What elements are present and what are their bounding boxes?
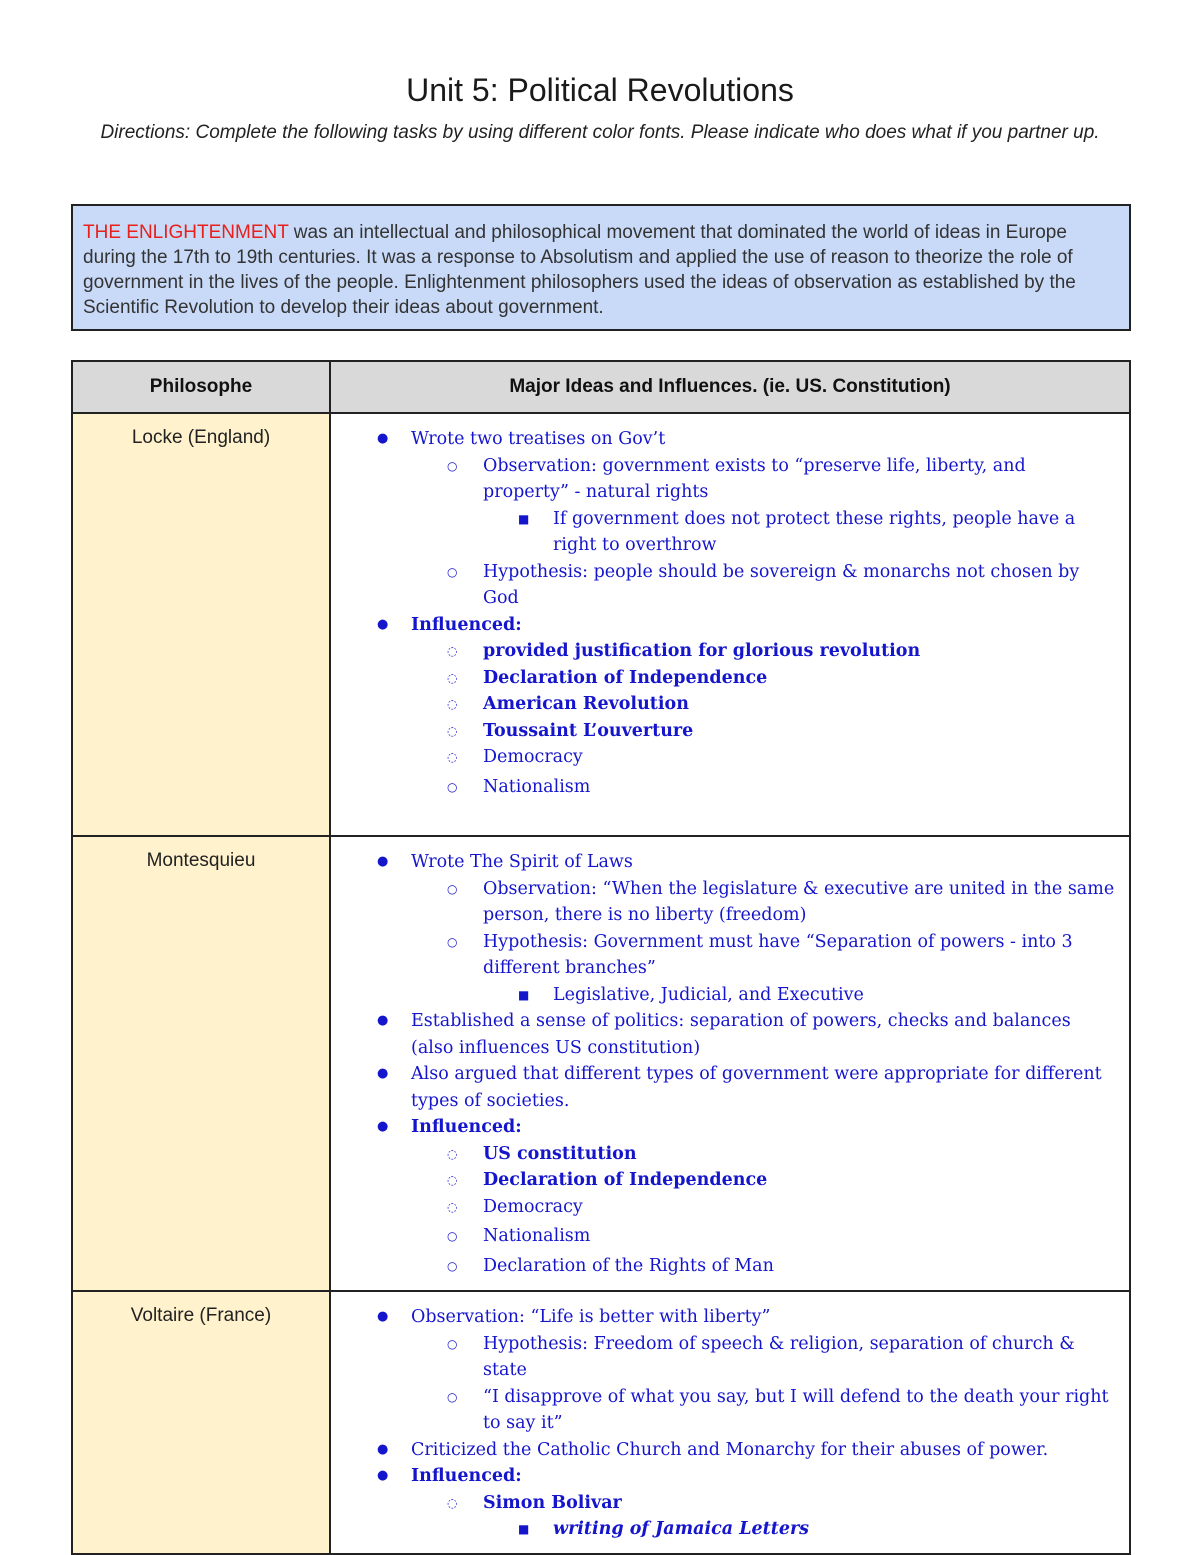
circle-bullet-icon: ○ (447, 881, 458, 896)
list-item (341, 774, 1115, 801)
list-item-text: Hypothesis: Freedom of speech & religion, separation of church & state (483, 1333, 1075, 1380)
square-bullet-icon: ■ (518, 987, 530, 1002)
list-item (341, 876, 1115, 929)
list-item-text: Observation: government exists to “preserve life, liberty, and property” - natural rights (483, 455, 1026, 502)
list-item (341, 929, 1115, 982)
list-item-text: Toussaint L’ouverture (483, 720, 694, 741)
list-item (341, 1008, 1115, 1061)
list-item (341, 744, 1115, 771)
square-bullet-icon: ■ (518, 511, 530, 526)
table-header-row (72, 361, 1130, 413)
list-item (341, 559, 1115, 612)
list-item (341, 1516, 1115, 1543)
dotted-circle-bullet-icon: ◌ (447, 1495, 458, 1510)
list-item (341, 1463, 1115, 1490)
list-item-text: Influenced: (411, 1117, 522, 1137)
list-item-text: Nationalism (483, 776, 591, 797)
table-row-locke (72, 413, 1130, 836)
dotted-circle-bullet-icon: ◌ (447, 644, 458, 658)
page-title: Unit 5: Political Revolutions (406, 72, 794, 108)
list-item-text: Democracy (483, 747, 583, 767)
ideas-cell (330, 413, 1130, 836)
list-item (341, 638, 1115, 665)
list-item-text: Declaration of Independence (483, 1170, 768, 1190)
dotted-circle-bullet-icon: ◌ (447, 1173, 458, 1187)
list-item-text: Influenced: (411, 614, 522, 635)
list-item (341, 1223, 1115, 1250)
list-item-text: Hypothesis: Government must have “Separation of powers - into 3 different branches” (483, 931, 1073, 978)
list-item (341, 453, 1115, 506)
list-item-text: US constitution (483, 1143, 637, 1164)
list-item (341, 426, 1115, 453)
list-item-text: Wrote The Spirit of Laws (411, 852, 633, 872)
list-item (341, 1490, 1115, 1517)
circle-bullet-icon: ○ (447, 1258, 458, 1273)
disc-bullet-icon: ● (377, 1309, 389, 1324)
circle-bullet-icon: ○ (447, 564, 458, 579)
philosophe-name: Montesquieu (72, 836, 330, 1291)
list-item-text: Nationalism (483, 1226, 591, 1246)
enlightenment-term: THE ENLIGHTENMENT (83, 222, 289, 243)
dotted-circle-bullet-icon: ◌ (447, 723, 458, 738)
list-item (341, 1304, 1115, 1331)
list-item (341, 506, 1115, 559)
table-row-montesquieu (72, 836, 1130, 1291)
list-item (341, 1331, 1115, 1384)
list-item (341, 612, 1115, 639)
list-item-text: Simon Bolivar (483, 1492, 622, 1513)
circle-bullet-icon: ○ (447, 1336, 458, 1351)
circle-bullet-icon: ○ (447, 934, 458, 949)
list-item-text: Democracy (483, 1196, 583, 1217)
list-item-text: Established a sense of politics: separation of powers, checks and balances (also influences US constitution) (411, 1011, 1071, 1058)
dotted-circle-bullet-icon: ◌ (447, 1146, 458, 1161)
disc-bullet-icon: ● (377, 431, 389, 446)
list-item-text: Declaration of the Rights of Man (483, 1255, 774, 1276)
dotted-circle-bullet-icon: ◌ (447, 697, 458, 711)
list-item-text: Hypothesis: people should be sovereign & monarchs not chosen by God (483, 561, 1080, 608)
directions-text: Directions: Complete the following tasks by using different color fonts. Please indicate who does what if you partner up. (100, 122, 1100, 143)
circle-bullet-icon: ○ (447, 458, 458, 473)
list-item (341, 718, 1115, 745)
disc-bullet-icon: ● (377, 1013, 389, 1028)
list-item-text: Observation: “Life is better with liberty” (411, 1307, 771, 1327)
enlightenment-intro-box (71, 204, 1131, 331)
list-item (341, 1061, 1115, 1114)
header-major-ideas: Major Ideas and Influences. (ie. US. Constitution) (330, 361, 1130, 413)
circle-bullet-icon: ○ (447, 1389, 458, 1404)
square-bullet-icon: ■ (518, 1522, 530, 1536)
disc-bullet-icon: ● (377, 616, 389, 632)
circle-bullet-icon: ○ (447, 1229, 458, 1243)
list-item (341, 691, 1115, 718)
disc-bullet-icon: ● (377, 1119, 389, 1134)
disc-bullet-icon: ● (377, 1066, 389, 1081)
list-item-text: “I disapprove of what you say, but I will defend to the death your right to say it” (483, 1386, 1109, 1433)
list-item (341, 982, 1115, 1009)
philosophe-name: Voltaire (France) (72, 1291, 330, 1554)
list-item (341, 1437, 1115, 1464)
list-item (341, 1141, 1115, 1168)
disc-bullet-icon: ● (377, 1468, 389, 1483)
dotted-circle-bullet-icon: ◌ (447, 750, 458, 764)
list-item-text: Criticized the Catholic Church and Monarchy for their abuses of power. (411, 1439, 1049, 1460)
philosophes-table (71, 360, 1131, 1555)
ideas-cell (330, 1291, 1130, 1554)
ideas-cell (330, 836, 1130, 1291)
header-philosophe: Philosophe (72, 361, 330, 413)
list-item-text: Observation: “When the legislature & executive are united in the same person, there is no liberty (freedom) (483, 878, 1115, 925)
list-item-text: provided justification for glorious revolution (483, 641, 921, 661)
disc-bullet-icon: ● (377, 854, 389, 869)
list-item (341, 1194, 1115, 1221)
list-item-text: If government does not protect these rights, people have a right to overthrow (553, 508, 1076, 555)
list-item (341, 665, 1115, 692)
philosophe-name: Locke (England) (72, 413, 330, 836)
intro-text: was an intellectual and philosophical movement that dominated the world of ideas in Europe during the 17th to 19th centuries. It was a response to Absolutism and applied the use of reason to theorize the role of government in the lives of the people. Enlightenment philosophers used the ideas of observation as established by the Scientific Revolution to develop their ideas about government. (83, 222, 1076, 318)
list-item-text: writing of Jamaica Letters (553, 1519, 810, 1539)
circle-bullet-icon: ○ (447, 779, 458, 794)
table-row-voltaire (72, 1291, 1130, 1554)
list-item-text: Influenced: (411, 1466, 522, 1486)
list-item (341, 1114, 1115, 1141)
disc-bullet-icon: ● (377, 1441, 389, 1457)
list-item-text: Wrote two treatises on Gov’t (411, 429, 666, 449)
list-item (341, 1253, 1115, 1280)
dotted-circle-bullet-icon: ◌ (447, 1199, 458, 1214)
list-item (341, 1167, 1115, 1194)
dotted-circle-bullet-icon: ◌ (447, 670, 458, 685)
list-item-text: Declaration of Independence (483, 667, 768, 688)
list-item (341, 849, 1115, 876)
list-item-text: Also argued that different types of government were appropriate for different types of societies. (411, 1064, 1102, 1111)
list-item (341, 1384, 1115, 1437)
list-item-text: American Revolution (483, 694, 689, 714)
list-item-text: Legislative, Judicial, and Executive (553, 984, 864, 1005)
